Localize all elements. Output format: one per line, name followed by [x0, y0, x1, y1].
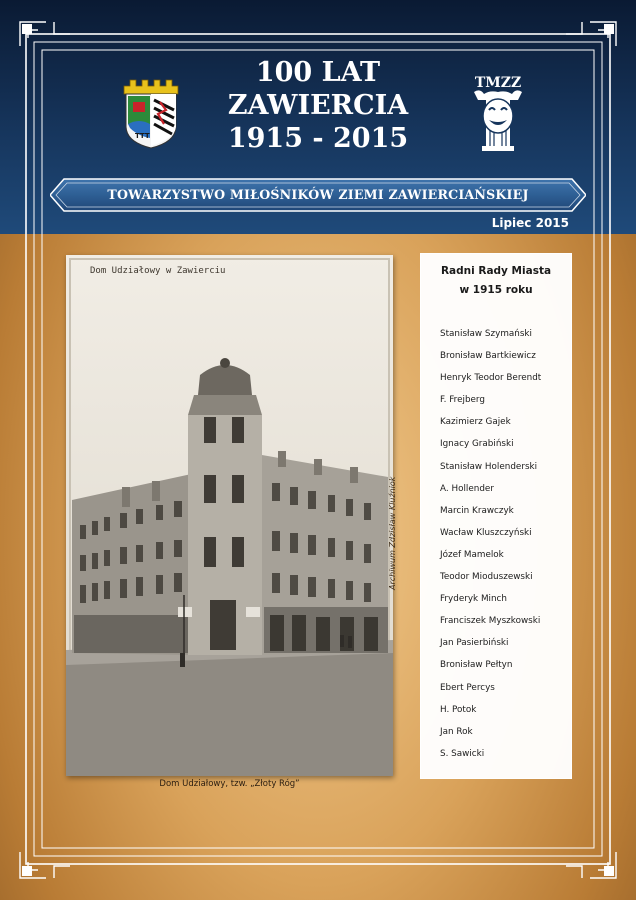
- list-item: Bronisław Pełtyn: [440, 660, 513, 671]
- tmzz-logo-icon: [466, 72, 530, 154]
- list-item: Henryk Teodor Berendt: [440, 373, 542, 384]
- list-item: F. Frejberg: [440, 395, 485, 406]
- list-item: Ebert Percys: [440, 682, 495, 693]
- historic-photo: [66, 255, 393, 776]
- list-item: Jan Rok: [440, 726, 473, 737]
- title-line-1: 100 LAT: [255, 57, 381, 88]
- issue-date: Lipiec 2015: [491, 216, 569, 230]
- list-item: Józef Mamelok: [440, 549, 504, 560]
- svg-text:TMZZ: TMZZ: [474, 75, 522, 91]
- council-title-line-2: w 1915 roku: [459, 284, 533, 296]
- list-item: Bronisław Bartkiewicz: [440, 351, 536, 362]
- list-item: Stanisław Szymański: [440, 329, 532, 339]
- council-members-panel: [420, 253, 572, 779]
- list-item: Jan Pasierbiński: [440, 638, 509, 649]
- council-title: [421, 262, 571, 300]
- list-item: Marcin Krawczyk: [440, 505, 514, 516]
- svg-text:TTT: TTT: [135, 132, 150, 140]
- photo-caption: Dom Udziałowy, tzw. „Złoty Róg”: [159, 779, 300, 789]
- zawiercie-crest-icon: [120, 76, 182, 150]
- list-item: Stanisław Holenderski: [440, 461, 538, 472]
- list-item: Franciszek Myszkowski: [440, 616, 541, 627]
- list-item: Wacław Kluszczyński: [440, 527, 532, 538]
- archive-credit: Archiwum Zdzisław Kluźniok: [388, 476, 397, 590]
- list-item: Teodor Mioduszewski: [440, 572, 533, 583]
- council-title-line-1: Radni Rady Miasta: [440, 265, 552, 277]
- council-members-list: [440, 323, 541, 765]
- list-item: A. Hollender: [440, 483, 494, 494]
- postcard-title: Dom Udziałowy w Zawierciu: [90, 266, 226, 276]
- building-illustration: [66, 255, 393, 776]
- society-name: TOWARZYSTWO MIŁOŚNIKÓW ZIEMI ZAWIERCIAŃSKIEJ: [107, 187, 529, 202]
- list-item: H. Potok: [440, 704, 477, 715]
- title-line-3: 1915 - 2015: [227, 123, 409, 154]
- list-item: Kazimierz Gajek: [440, 417, 511, 428]
- list-item: Ignacy Grabiński: [440, 439, 514, 450]
- list-item: S. Sawicki: [440, 748, 485, 759]
- title-line-2: ZAWIERCIA: [227, 90, 409, 121]
- list-item: Fryderyk Minch: [440, 594, 507, 605]
